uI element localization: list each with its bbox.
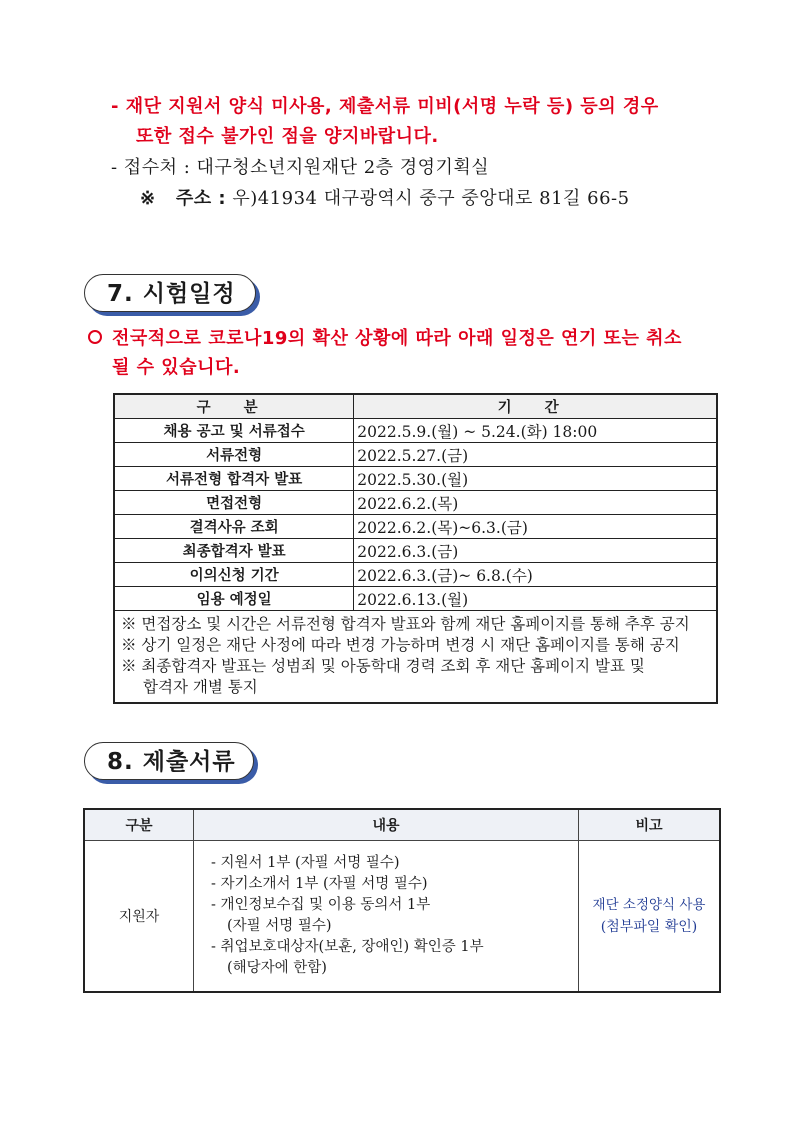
- list-item: - 개인정보수집 및 이용 동의서 1부: [211, 897, 431, 913]
- section-7-title: 7. 시험일정: [84, 274, 256, 312]
- row-label: 결격사유 조회: [114, 515, 354, 539]
- schedule-table: [113, 393, 718, 704]
- remark-line-2: (첨부파일 확인): [600, 919, 698, 935]
- reception-line: - 접수처 : 대구청소년지원재단 2층 경영기획실: [111, 157, 490, 178]
- reference-mark: ※: [140, 188, 156, 209]
- note-line: ※ 최종합격자 발표는 성범죄 및 아동학대 경력 조회 후 재단 홈페이지 발표 및: [121, 657, 645, 675]
- row-label: 채용 공고 및 서류접수: [114, 419, 354, 443]
- row-period: 2022.6.2.(목)~6.3.(금): [354, 515, 717, 539]
- list-item: (해당자에 한함): [227, 960, 327, 976]
- remark-cell: [579, 841, 721, 993]
- row-label: 서류전형: [114, 443, 354, 467]
- table-row: [84, 841, 720, 993]
- notes-row: [114, 611, 717, 704]
- header-content: 내용: [194, 809, 579, 841]
- table-row: [114, 563, 717, 587]
- table-row: [114, 539, 717, 563]
- row-period: 2022.5.9.(월) ~ 5.24.(화) 18:00: [354, 419, 717, 443]
- row-period: 2022.5.30.(월): [354, 467, 717, 491]
- table-row: [114, 419, 717, 443]
- schedule-notes: [114, 611, 717, 704]
- documents-list: [195, 853, 577, 979]
- address-value: 우)41934 대구광역시 중구 중앙대로 81길 66-5: [232, 188, 630, 209]
- note-line: ※ 면접장소 및 시간은 서류전형 합격자 발표와 함께 재단 홈페이지를 통해 추후 공지: [121, 615, 690, 633]
- documents-table: [83, 808, 721, 993]
- circle-bullet-icon: [88, 330, 102, 344]
- table-row: [114, 467, 717, 491]
- schedule-notice-line-1: [88, 324, 682, 350]
- header-period: 기 간: [354, 394, 717, 419]
- header-category: 구분: [84, 809, 194, 841]
- row-label: 면접전형: [114, 491, 354, 515]
- schedule-notice-text: 전국적으로 코로나19의 확산 상황에 따라 아래 일정은 연기 또는 취소: [112, 328, 682, 349]
- table-header-row: [84, 809, 720, 841]
- list-item: - 취업보호대상자(보훈, 장애인) 확인증 1부: [211, 939, 484, 955]
- remark-line-1: 재단 소정양식 사용: [592, 897, 706, 913]
- notice-line-2: 또한 접수 불가인 점을 양지바랍니다.: [136, 126, 439, 147]
- note-line: ※ 상기 일정은 재단 사정에 따라 변경 가능하며 변경 시 재단 홈페이지를 통해 공지: [121, 636, 680, 654]
- applicant-label: 지원자: [84, 841, 194, 993]
- row-label: 서류전형 합격자 발표: [114, 467, 354, 491]
- section-8-title: 8. 제출서류: [84, 742, 254, 780]
- address-line: [140, 184, 630, 210]
- row-label: 최종합격자 발표: [114, 539, 354, 563]
- table-row: [114, 515, 717, 539]
- table-header-row: [114, 394, 717, 419]
- schedule-notice-line-2: 될 수 있습니다.: [112, 357, 241, 378]
- documents-cell: [194, 841, 579, 993]
- row-period: 2022.6.13.(월): [354, 587, 717, 611]
- row-label: 이의신청 기간: [114, 563, 354, 587]
- address-label: 주소 :: [175, 188, 227, 209]
- row-period: 2022.6.3.(금)~ 6.8.(수): [354, 563, 717, 587]
- list-item: - 지원서 1부 (자필 서명 필수): [211, 855, 400, 871]
- note-line: 합격자 개별 통지: [143, 678, 258, 696]
- row-period: 2022.6.2.(목): [354, 491, 717, 515]
- table-row: [114, 491, 717, 515]
- notice-line-1: - 재단 지원서 양식 미사용, 제출서류 미비(서명 누락 등) 등의 경우: [111, 96, 659, 117]
- table-row: [114, 587, 717, 611]
- list-item: (자필 서명 필수): [227, 918, 332, 934]
- list-item: - 자기소개서 1부 (자필 서명 필수): [211, 876, 428, 892]
- row-period: 2022.6.3.(금): [354, 539, 717, 563]
- table-row: [114, 443, 717, 467]
- header-category: 구 분: [114, 394, 354, 419]
- row-period: 2022.5.27.(금): [354, 443, 717, 467]
- header-remark: 비고: [579, 809, 721, 841]
- row-label: 임용 예정일: [114, 587, 354, 611]
